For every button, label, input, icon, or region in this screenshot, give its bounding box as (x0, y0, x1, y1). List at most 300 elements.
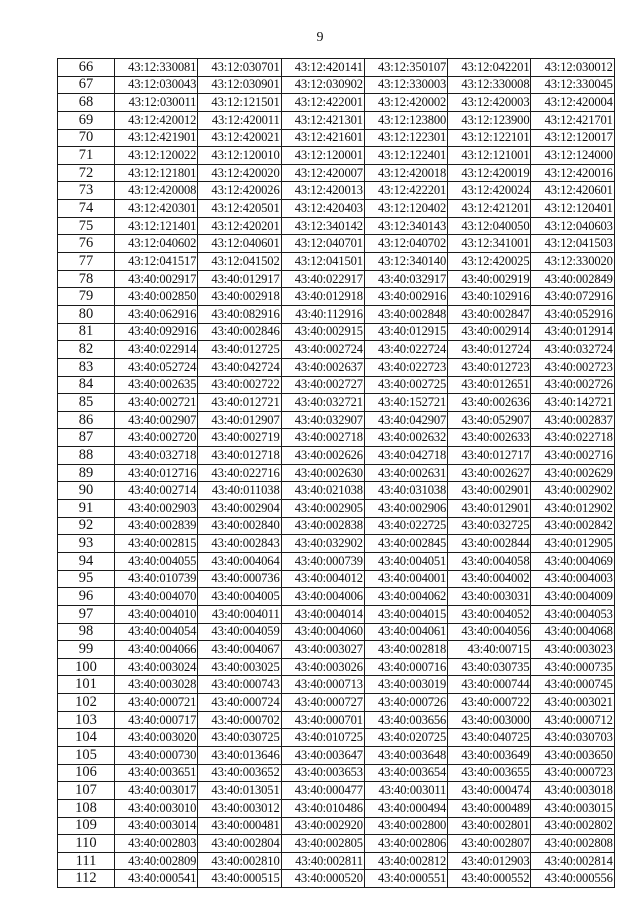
table-row (58, 552, 615, 570)
cadastral-number-cell: 43:40:003012 (198, 799, 281, 817)
cadastral-number-cell: 43:12:030902 (281, 76, 364, 94)
cadastral-number-cell: 43:12:330008 (448, 76, 531, 94)
cadastral-number-cell: 43:40:002722 (198, 376, 281, 394)
table-row (58, 376, 615, 394)
cadastral-number-cell: 43:12:120401 (531, 200, 614, 218)
cadastral-number-cell: 43:40:013646 (198, 746, 281, 764)
row-number-cell: 89 (58, 464, 115, 482)
row-number-cell: 91 (58, 500, 115, 518)
cadastral-number-cell: 43:40:000736 (198, 570, 281, 588)
cadastral-number-cell: 43:12:120017 (531, 129, 614, 147)
cadastral-number-cell: 43:40:004059 (198, 623, 281, 641)
cadastral-number-cell: 43:40:032718 (115, 447, 198, 465)
cadastral-number-cell: 43:40:000489 (448, 799, 531, 817)
cadastral-number-cell: 43:40:002805 (281, 835, 364, 853)
cadastral-number-cell: 43:40:003011 (364, 782, 447, 800)
cadastral-number-cell: 43:40:002845 (364, 535, 447, 553)
cadastral-number-cell: 43:40:032907 (281, 411, 364, 429)
cadastral-number-cell: 43:40:031038 (364, 482, 447, 500)
cadastral-number-cell: 43:12:121001 (448, 147, 531, 165)
table-row (58, 746, 615, 764)
cadastral-number-cell: 43:40:000713 (281, 676, 364, 694)
cadastral-number-cell: 43:40:003017 (115, 782, 198, 800)
cadastral-number-cell: 43:12:420013 (281, 182, 364, 200)
cadastral-number-cell: 43:40:004003 (531, 570, 614, 588)
cadastral-number-cell: 43:40:002724 (281, 341, 364, 359)
cadastral-number-cell: 43:40:003015 (531, 799, 614, 817)
table-row (58, 341, 615, 359)
cadastral-number-cell: 43:40:010739 (115, 570, 198, 588)
row-number-cell: 88 (58, 447, 115, 465)
cadastral-number-cell: 43:40:000723 (531, 764, 614, 782)
cadastral-number-cell: 43:40:000744 (448, 676, 531, 694)
cadastral-number-cell: 43:40:002814 (531, 852, 614, 870)
cadastral-number-cell: 43:40:142721 (531, 394, 614, 412)
cadastral-number-cell: 43:40:002916 (364, 288, 447, 306)
cadastral-number-cell: 43:40:004015 (364, 605, 447, 623)
cadastral-number-cell: 43:40:003024 (115, 658, 198, 676)
row-number-cell: 79 (58, 288, 115, 306)
cadastral-number-cell: 43:12:420301 (115, 200, 198, 218)
cadastral-number-cell: 43:40:003655 (448, 764, 531, 782)
cadastral-number-cell: 43:40:003656 (364, 711, 447, 729)
cadastral-number-cell: 43:12:123900 (448, 111, 531, 129)
cadastral-number-cell: 43:40:032721 (281, 394, 364, 412)
table-row (58, 305, 615, 323)
row-number-cell: 107 (58, 782, 115, 800)
cadastral-number-cell: 43:40:032917 (364, 270, 447, 288)
cadastral-number-cell: 43:12:040702 (364, 235, 447, 253)
cadastral-number-cell: 43:12:041502 (198, 253, 281, 271)
cadastral-number-cell: 43:40:002815 (115, 535, 198, 553)
cadastral-number-cell: 43:40:002629 (531, 464, 614, 482)
cadastral-number-cell: 43:40:004010 (115, 605, 198, 623)
cadastral-number-cell: 43:40:002718 (281, 429, 364, 447)
cadastral-number-cell: 43:12:330003 (364, 76, 447, 94)
cadastral-number-cell: 43:40:030703 (531, 729, 614, 747)
cadastral-number-cell: 43:40:012717 (448, 447, 531, 465)
cadastral-number-cell: 43:12:030012 (531, 59, 614, 77)
cadastral-number-cell: 43:40:003027 (281, 641, 364, 659)
cadastral-number-cell: 43:40:002920 (281, 817, 364, 835)
cadastral-number-cell: 43:12:421901 (115, 129, 198, 147)
cadastral-number-cell: 43:40:002802 (531, 817, 614, 835)
cadastral-number-cell: 43:12:420016 (531, 164, 614, 182)
table-row (58, 817, 615, 835)
table-row (58, 164, 615, 182)
cadastral-number-cell: 43:40:003647 (281, 746, 364, 764)
cadastral-number-cell: 43:40:004062 (364, 588, 447, 606)
cadastral-number-cell: 43:40:004006 (281, 588, 364, 606)
cadastral-number-cell: 43:40:000735 (531, 658, 614, 676)
cadastral-number-cell: 43:40:002631 (364, 464, 447, 482)
cadastral-number-cell: 43:40:003026 (281, 658, 364, 676)
cadastral-number-cell: 43:40:000474 (448, 782, 531, 800)
cadastral-number-cell: 43:12:421201 (448, 200, 531, 218)
table-row (58, 411, 615, 429)
cadastral-number-cell: 43:40:000712 (531, 711, 614, 729)
cadastral-number-cell: 43:40:002800 (364, 817, 447, 835)
cadastral-number-cell: 43:40:002807 (448, 835, 531, 853)
cadastral-number-cell: 43:40:004052 (448, 605, 531, 623)
cadastral-number-cell: 43:40:004058 (448, 552, 531, 570)
cadastral-number-cell: 43:12:042201 (448, 59, 531, 77)
cadastral-number-cell: 43:40:052916 (531, 305, 614, 323)
table-body (58, 59, 615, 888)
cadastral-number-cell: 43:40:012724 (448, 341, 531, 359)
row-number-cell: 81 (58, 323, 115, 341)
table-row (58, 217, 615, 235)
table-row (58, 729, 615, 747)
table-row (58, 464, 615, 482)
cadastral-number-cell: 43:12:120001 (281, 147, 364, 165)
cadastral-number-cell: 43:12:121401 (115, 217, 198, 235)
cadastral-number-cell: 43:40:062916 (115, 305, 198, 323)
cadastral-number-cell: 43:40:002726 (531, 376, 614, 394)
table-row (58, 129, 615, 147)
table-row (58, 111, 615, 129)
cadastral-number-cell: 43:40:042907 (364, 411, 447, 429)
table-row (58, 447, 615, 465)
cadastral-number-cell: 43:12:420501 (198, 200, 281, 218)
cadastral-number-cell: 43:12:420004 (531, 94, 614, 112)
table-row (58, 270, 615, 288)
cadastral-number-cell: 43:40:002725 (364, 376, 447, 394)
cadastral-number-cell: 43:12:421601 (281, 129, 364, 147)
cadastral-number-cell: 43:40:004061 (364, 623, 447, 641)
cadastral-number-cell: 43:12:420601 (531, 182, 614, 200)
cadastral-number-cell: 43:40:002811 (281, 852, 364, 870)
cadastral-number-cell: 43:40:003014 (115, 817, 198, 835)
table-row (58, 835, 615, 853)
table-row (58, 182, 615, 200)
cadastral-number-cell: 43:40:022723 (364, 358, 447, 376)
cadastral-number-cell: 43:12:124000 (531, 147, 614, 165)
cadastral-number-cell: 43:12:422201 (364, 182, 447, 200)
cadastral-number-cell: 43:40:002716 (531, 447, 614, 465)
cadastral-number-cell: 43:12:122401 (364, 147, 447, 165)
cadastral-number-cell: 43:12:030011 (115, 94, 198, 112)
cadastral-number-cell: 43:40:052724 (115, 358, 198, 376)
cadastral-number-cell: 43:40:022716 (198, 464, 281, 482)
cadastral-number-cell: 43:40:000724 (198, 694, 281, 712)
row-number-cell: 76 (58, 235, 115, 253)
cadastral-number-cell: 43:12:420018 (364, 164, 447, 182)
cadastral-number-cell: 43:40:030725 (198, 729, 281, 747)
cadastral-number-cell: 43:40:002808 (531, 835, 614, 853)
cadastral-number-cell: 43:40:000551 (364, 870, 447, 888)
cadastral-number-cell: 43:40:004002 (448, 570, 531, 588)
cadastral-number-cell: 43:40:002902 (531, 482, 614, 500)
cadastral-number-cell: 43:40:002840 (198, 517, 281, 535)
cadastral-number-cell: 43:40:012907 (198, 411, 281, 429)
cadastral-number-cell: 43:40:072916 (531, 288, 614, 306)
row-number-cell: 104 (58, 729, 115, 747)
cadastral-number-cell: 43:40:002914 (448, 323, 531, 341)
cadastral-number-cell: 43:12:330081 (115, 59, 198, 77)
cadastral-number-cell: 43:12:120402 (364, 200, 447, 218)
cadastral-number-cell: 43:12:121501 (198, 94, 281, 112)
table-row (58, 782, 615, 800)
cadastral-number-cell: 43:40:004067 (198, 641, 281, 659)
table-row (58, 147, 615, 165)
cadastral-number-cell: 43:12:420012 (115, 111, 198, 129)
cadastral-number-cell: 43:40:011038 (198, 482, 281, 500)
table-row (58, 482, 615, 500)
cadastral-number-cell: 43:12:420201 (198, 217, 281, 235)
row-number-cell: 90 (58, 482, 115, 500)
cadastral-number-cell: 43:12:120022 (115, 147, 198, 165)
cadastral-number-cell: 43:40:002901 (448, 482, 531, 500)
row-number-cell: 75 (58, 217, 115, 235)
cadastral-number-cell: 43:40:092916 (115, 323, 198, 341)
cadastral-number-cell: 43:40:002918 (198, 288, 281, 306)
cadastral-number-cell: 43:12:040602 (115, 235, 198, 253)
row-number-cell: 105 (58, 746, 115, 764)
cadastral-number-cell: 43:40:002635 (115, 376, 198, 394)
cadastral-number-cell: 43:40:002919 (448, 270, 531, 288)
cadastral-number-cell: 43:40:012651 (448, 376, 531, 394)
table-row (58, 588, 615, 606)
row-number-cell: 106 (58, 764, 115, 782)
cadastral-number-cell: 43:12:041503 (531, 235, 614, 253)
cadastral-number-cell: 43:12:420141 (281, 59, 364, 77)
table-row (58, 676, 615, 694)
cadastral-number-cell: 43:40:000722 (448, 694, 531, 712)
cadastral-number-cell: 43:12:040603 (531, 217, 614, 235)
cadastral-number-cell: 43:12:420007 (281, 164, 364, 182)
row-number-cell: 83 (58, 358, 115, 376)
cadastral-number-cell: 43:40:002917 (115, 270, 198, 288)
cadastral-number-cell: 43:40:012721 (198, 394, 281, 412)
cadastral-number-cell: 43:12:350107 (364, 59, 447, 77)
cadastral-number-cell: 43:40:002801 (448, 817, 531, 835)
cadastral-number-cell: 43:12:123800 (364, 111, 447, 129)
row-number-cell: 92 (58, 517, 115, 535)
cadastral-number-cell: 43:40:003021 (531, 694, 614, 712)
table-row (58, 711, 615, 729)
cadastral-number-cell: 43:12:421701 (531, 111, 614, 129)
cadastral-number-cell: 43:40:002846 (198, 323, 281, 341)
table-row (58, 358, 615, 376)
cadastral-number-cell: 43:40:004009 (531, 588, 614, 606)
row-number-cell: 86 (58, 411, 115, 429)
cadastral-number-cell: 43:40:032725 (448, 517, 531, 535)
cadastral-number-cell: 43:40:004053 (531, 605, 614, 623)
cadastral-number-cell: 43:40:004060 (281, 623, 364, 641)
cadastral-number-cell: 43:40:002809 (115, 852, 198, 870)
cadastral-number-cell: 43:40:00715 (448, 641, 531, 659)
cadastral-number-cell: 43:40:003654 (364, 764, 447, 782)
cadastral-number-cell: 43:40:102916 (448, 288, 531, 306)
cadastral-number-cell: 43:40:000739 (281, 552, 364, 570)
cadastral-number-cell: 43:40:022724 (364, 341, 447, 359)
cadastral-number-cell: 43:40:012902 (531, 500, 614, 518)
cadastral-number-cell: 43:12:422001 (281, 94, 364, 112)
cadastral-number-cell: 43:40:012918 (281, 288, 364, 306)
cadastral-number-cell: 43:40:002838 (281, 517, 364, 535)
cadastral-number-cell: 43:40:002907 (115, 411, 198, 429)
row-number-cell: 67 (58, 76, 115, 94)
page-number: 9 (316, 30, 324, 45)
table-row (58, 288, 615, 306)
table-row (58, 623, 615, 641)
cadastral-number-cell: 43:40:002903 (115, 500, 198, 518)
row-number-cell: 93 (58, 535, 115, 553)
cadastral-number-cell: 43:40:042718 (364, 447, 447, 465)
row-number-cell: 97 (58, 605, 115, 623)
cadastral-number-cell: 43:12:340140 (364, 253, 447, 271)
table-row (58, 394, 615, 412)
cadastral-number-cell: 43:40:030735 (448, 658, 531, 676)
cadastral-number-cell: 43:40:004014 (281, 605, 364, 623)
cadastral-number-cell: 43:40:003010 (115, 799, 198, 817)
cadastral-number-cell: 43:40:002627 (448, 464, 531, 482)
table-row (58, 799, 615, 817)
cadastral-number-cell: 43:40:003023 (531, 641, 614, 659)
cadastral-number-cell: 43:40:000726 (364, 694, 447, 712)
cadastral-number-cell: 43:40:000481 (198, 817, 281, 835)
cadastral-number-cell: 43:40:012905 (531, 535, 614, 553)
row-number-cell: 98 (58, 623, 115, 641)
cadastral-number-cell: 43:40:002626 (281, 447, 364, 465)
row-number-cell: 71 (58, 147, 115, 165)
cadastral-number-cell: 43:40:020725 (364, 729, 447, 747)
cadastral-number-cell: 43:40:004066 (115, 641, 198, 659)
cadastral-number-cell: 43:40:012903 (448, 852, 531, 870)
cadastral-number-cell: 43:40:002720 (115, 429, 198, 447)
cadastral-number-cell: 43:40:003020 (115, 729, 198, 747)
cadastral-number-cell: 43:40:000743 (198, 676, 281, 694)
cadastral-number-cell: 43:40:002636 (448, 394, 531, 412)
cadastral-number-cell: 43:40:013051 (198, 782, 281, 800)
cadastral-number-cell: 43:40:004069 (531, 552, 614, 570)
table-row (58, 641, 615, 659)
cadastral-number-cell: 43:40:012917 (198, 270, 281, 288)
cadastral-number-cell: 43:12:030901 (198, 76, 281, 94)
cadastral-number-cell: 43:40:002633 (448, 429, 531, 447)
cadastral-number-table (57, 58, 615, 888)
cadastral-number-cell: 43:40:003028 (115, 676, 198, 694)
cadastral-number-cell: 43:40:002906 (364, 500, 447, 518)
cadastral-number-cell: 43:40:002803 (115, 835, 198, 853)
cadastral-number-cell: 43:40:004055 (115, 552, 198, 570)
cadastral-number-cell: 43:40:003025 (198, 658, 281, 676)
cadastral-number-cell: 43:40:003653 (281, 764, 364, 782)
cadastral-number-cell: 43:40:002842 (531, 517, 614, 535)
cadastral-number-cell: 43:40:003648 (364, 746, 447, 764)
cadastral-number-cell: 43:40:000477 (281, 782, 364, 800)
table-row (58, 76, 615, 94)
table-row (58, 870, 615, 888)
cadastral-number-cell: 43:40:004054 (115, 623, 198, 641)
row-number-cell: 72 (58, 164, 115, 182)
cadastral-number-cell: 43:40:012915 (364, 323, 447, 341)
cadastral-number-cell: 43:12:340142 (281, 217, 364, 235)
cadastral-number-cell: 43:40:004070 (115, 588, 198, 606)
cadastral-number-cell: 43:12:420020 (198, 164, 281, 182)
table-row (58, 59, 615, 77)
cadastral-number-cell: 43:40:002637 (281, 358, 364, 376)
cadastral-number-cell: 43:40:004056 (448, 623, 531, 641)
cadastral-number-cell: 43:40:004005 (198, 588, 281, 606)
cadastral-number-cell: 43:40:003000 (448, 711, 531, 729)
cadastral-number-cell: 43:40:010725 (281, 729, 364, 747)
table-row (58, 429, 615, 447)
cadastral-number-cell: 43:40:002904 (198, 500, 281, 518)
cadastral-number-cell: 43:40:002719 (198, 429, 281, 447)
cadastral-number-cell: 43:40:000727 (281, 694, 364, 712)
cadastral-number-cell: 43:12:420026 (198, 182, 281, 200)
table-row (58, 694, 615, 712)
cadastral-number-cell: 43:40:002905 (281, 500, 364, 518)
cadastral-number-cell: 43:40:032902 (281, 535, 364, 553)
cadastral-number-cell: 43:12:420008 (115, 182, 198, 200)
row-number-cell: 85 (58, 394, 115, 412)
cadastral-number-cell: 43:40:021038 (281, 482, 364, 500)
cadastral-number-cell: 43:40:032724 (531, 341, 614, 359)
cadastral-number-cell: 43:40:002848 (364, 305, 447, 323)
cadastral-number-cell: 43:12:420025 (448, 253, 531, 271)
cadastral-number-cell: 43:12:420011 (198, 111, 281, 129)
cadastral-number-cell: 43:40:002915 (281, 323, 364, 341)
table-row (58, 605, 615, 623)
cadastral-number-cell: 43:40:112916 (281, 305, 364, 323)
row-number-cell: 69 (58, 111, 115, 129)
cadastral-number-cell: 43:40:002818 (364, 641, 447, 659)
cadastral-number-cell: 43:40:003031 (448, 588, 531, 606)
cadastral-number-cell: 43:40:012716 (115, 464, 198, 482)
row-number-cell: 100 (58, 658, 115, 676)
row-number-cell: 95 (58, 570, 115, 588)
cadastral-number-cell: 43:40:000552 (448, 870, 531, 888)
table-row (58, 200, 615, 218)
cadastral-number-cell: 43:40:002810 (198, 852, 281, 870)
row-number-cell: 80 (58, 305, 115, 323)
cadastral-number-cell: 43:40:152721 (364, 394, 447, 412)
cadastral-number-cell: 43:40:082916 (198, 305, 281, 323)
cadastral-number-cell: 43:40:022917 (281, 270, 364, 288)
cadastral-number-cell: 43:40:004064 (198, 552, 281, 570)
row-number-cell: 94 (58, 552, 115, 570)
row-number-cell: 82 (58, 341, 115, 359)
cadastral-number-cell: 43:12:041517 (115, 253, 198, 271)
cadastral-number-cell: 43:12:122301 (364, 129, 447, 147)
row-number-cell: 66 (58, 59, 115, 77)
table-row (58, 323, 615, 341)
table-row (58, 535, 615, 553)
cadastral-number-cell: 43:12:122101 (448, 129, 531, 147)
row-number-cell: 101 (58, 676, 115, 694)
cadastral-number-cell: 43:40:000541 (115, 870, 198, 888)
table-row (58, 570, 615, 588)
cadastral-number-cell: 43:12:330020 (531, 253, 614, 271)
cadastral-number-cell: 43:40:002849 (531, 270, 614, 288)
cadastral-number-cell: 43:12:030701 (198, 59, 281, 77)
cadastral-number-cell: 43:12:041501 (281, 253, 364, 271)
cadastral-number-cell: 43:40:012718 (198, 447, 281, 465)
cadastral-number-cell: 43:40:022718 (531, 429, 614, 447)
cadastral-number-cell: 43:40:002727 (281, 376, 364, 394)
cadastral-number-cell: 43:12:420024 (448, 182, 531, 200)
table-row (58, 658, 615, 676)
cadastral-number-cell: 43:40:000721 (115, 694, 198, 712)
row-number-cell: 77 (58, 253, 115, 271)
row-number-cell: 87 (58, 429, 115, 447)
cadastral-number-cell: 43:40:002812 (364, 852, 447, 870)
cadastral-number-cell: 43:40:003651 (115, 764, 198, 782)
cadastral-number-cell: 43:40:003019 (364, 676, 447, 694)
